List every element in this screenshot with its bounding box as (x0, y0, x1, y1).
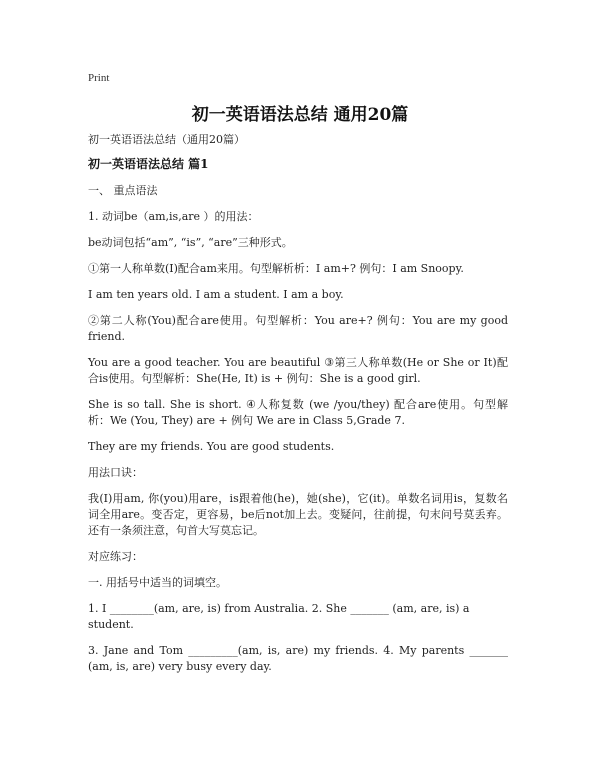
paragraph-practice-heading: 对应练习： (88, 550, 143, 563)
print-link[interactable]: Print (88, 72, 110, 84)
paragraph-exercise-instruction: 一. 用括号中适当的词填空。 (88, 576, 227, 589)
paragraph-third-person: You are a good teacher. You are beautiful ③第三人称单数(He or She or It)配合is使用。句型解析：She(He, It) is + 例句：She is a good girl. (88, 356, 508, 385)
document-body (88, 132, 508, 685)
paragraph-first-person: ①第一人称单数(I)配合am来用。句型解析析：I am+? 例句：I am Snoopy. (88, 262, 464, 275)
document-subtitle: 初一英语语法总结（通用20篇） (88, 133, 245, 146)
paragraph-be-forms: be动词包括“am”, “is”, “are”三种形式。 (88, 236, 293, 249)
paragraph-examples-2: They are my friends. You are good students. (88, 440, 335, 453)
section-heading: 初一英语语法总结 篇1 (88, 157, 209, 171)
paragraph-plural: She is so tall. She is short. ④人称复数 (we /you/they) 配合are使用。句型解析：We (You, They) are + 例句 We are in Class 5,Grade 7. (88, 398, 508, 427)
paragraph-examples-1: I am ten years old. I am a student. I am a boy. (88, 288, 344, 301)
exercise-line-2: 3. Jane and Tom _________(am, is, are) my friends. 4. My parents _______ (am, is, are) very busy every day. (88, 644, 508, 673)
paragraph-second-person: ②第二人称(You)配合are使用。句型解析：You are+? 例句：You are my good friend. (88, 314, 508, 343)
paragraph-mnemonic: 我(I)用am, 你(you)用are，is跟着他(he)，她(she)，它(it)。单数名词用is，复数名词全用are。变否定，更容易，be后not加上去。变疑问，往前提，句末问号莫丢弃。还有一条须注意，句首大写莫忘记。 (88, 492, 508, 537)
paragraph-key-grammar: 一、 重点语法 (88, 184, 158, 197)
page-title: 初一英语语法总结 通用20篇 (191, 105, 409, 125)
exercise-line-1: 1. I ________(am, are, is) from Australia. 2. She _______ (am, are, is) a student. (88, 602, 470, 631)
paragraph-be-usage: 1. 动词be（am,is,are ）的用法： (88, 210, 259, 223)
paragraph-mnemonic-heading: 用法口诀： (88, 466, 143, 479)
